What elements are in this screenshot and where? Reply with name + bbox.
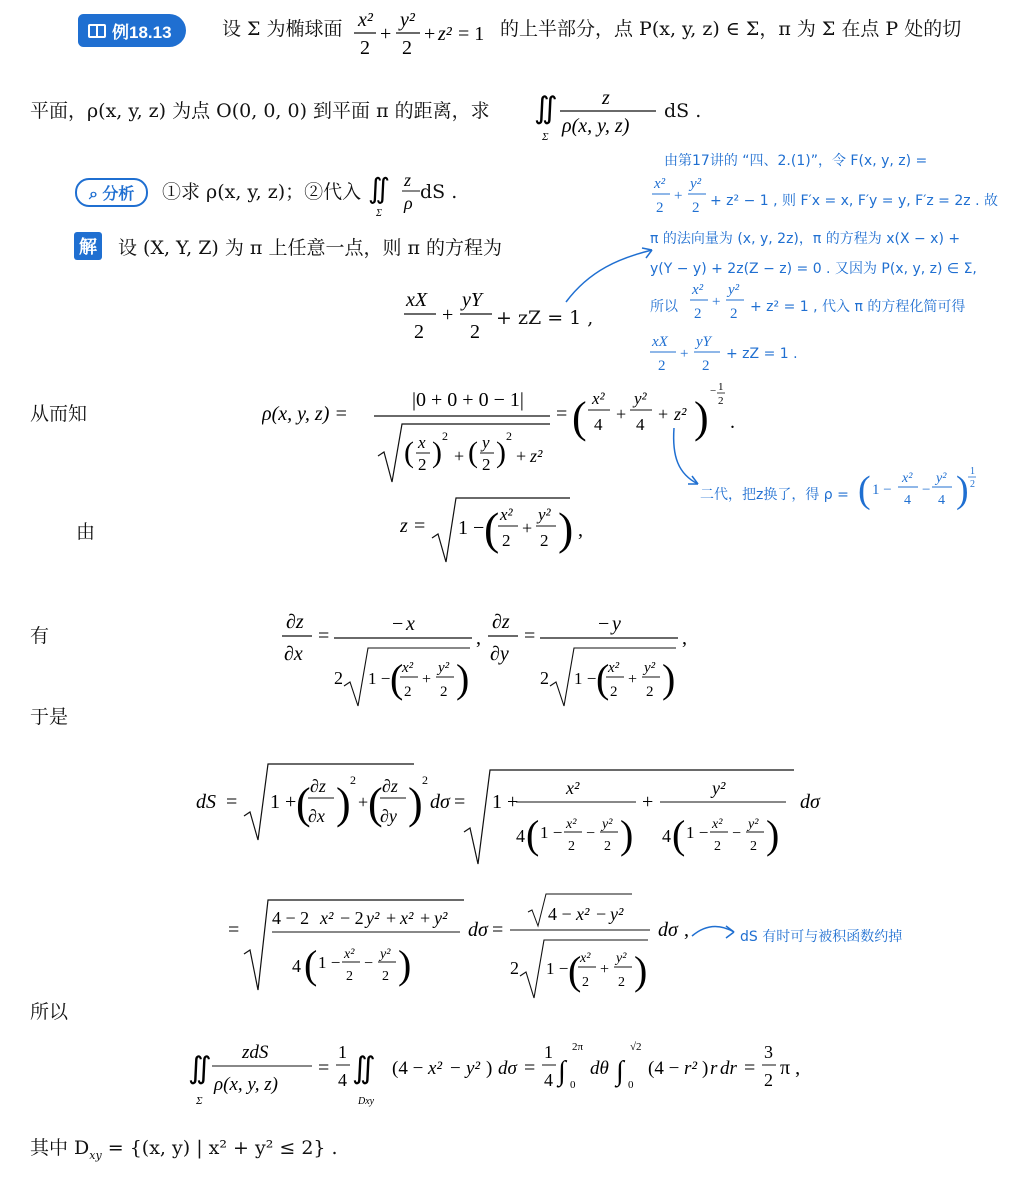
svg-text:y²: y² — [380, 947, 391, 962]
svg-text:+: + — [616, 404, 627, 424]
svg-text:=: = — [744, 1057, 756, 1079]
svg-text:x: x — [418, 433, 426, 452]
have-label: 有 — [30, 625, 50, 647]
svg-text:(: ( — [468, 436, 478, 469]
svg-text:+: + — [642, 791, 654, 813]
integral-expression — [532, 82, 662, 144]
svg-text:2: 2 — [402, 37, 412, 59]
svg-text:=: = — [414, 515, 426, 537]
svg-text:3: 3 — [764, 1042, 773, 1062]
svg-text:y²: y² — [438, 660, 450, 676]
problem-line2-b: dS . — [664, 100, 702, 122]
svg-text:(: ( — [672, 812, 686, 857]
svg-text:2: 2 — [694, 306, 702, 322]
svg-text:y²: y² — [366, 908, 380, 928]
svg-text:+: + — [628, 671, 638, 688]
svg-text:2: 2 — [382, 969, 389, 984]
svg-text:+: + — [380, 23, 392, 45]
svg-text:x²: x² — [712, 817, 723, 832]
svg-text:1 +: 1 + — [492, 791, 519, 813]
svg-text:=: = — [524, 625, 536, 647]
svg-text:2: 2 — [618, 975, 625, 990]
svg-text:1 −: 1 − — [368, 669, 391, 688]
svg-text:x²: x² — [576, 904, 590, 924]
svg-text:=: = — [318, 1057, 330, 1079]
svg-text:2: 2 — [540, 531, 549, 550]
svg-text:−: − — [598, 613, 610, 635]
svg-text:y²: y² — [466, 1058, 481, 1079]
svg-text:): ) — [694, 393, 709, 442]
svg-text:1 −: 1 − — [458, 517, 485, 539]
svg-text:(: ( — [596, 656, 610, 701]
svg-text:xX: xX — [652, 334, 668, 350]
svg-text:+: + — [600, 961, 610, 978]
svg-text:1 −: 1 − — [574, 669, 597, 688]
svg-text:,: , — [684, 919, 689, 941]
note1-line5b: + z² = 1 , 代入 π 的方程化简可得 — [750, 299, 966, 315]
svg-text:dσ: dσ — [468, 919, 488, 941]
note1-fractions-2 — [686, 278, 756, 326]
svg-text:z²: z² — [530, 446, 543, 466]
svg-text:4 −: 4 − — [548, 904, 572, 924]
solution-intro: 设 (X, Y, Z) 为 π 上任意一点，则 π 的方程为 — [118, 237, 503, 259]
svg-text:2: 2 — [360, 37, 370, 59]
note1-fractions — [648, 172, 718, 220]
svg-text:(: ( — [296, 779, 311, 828]
svg-text:y: y — [482, 433, 490, 452]
svg-text:+: + — [442, 304, 454, 326]
svg-text:4: 4 — [544, 1070, 553, 1090]
svg-text:2: 2 — [730, 306, 738, 322]
svg-text:∂x: ∂x — [284, 643, 303, 665]
svg-text:ρ: ρ — [404, 193, 413, 213]
svg-text:yY: yY — [462, 289, 482, 311]
svg-text:): ) — [432, 436, 442, 469]
svg-text:dσ: dσ — [430, 791, 450, 813]
svg-text:): ) — [398, 942, 412, 987]
z-formula — [400, 490, 600, 570]
svg-text:2π: 2π — [572, 1041, 584, 1053]
svg-text:ρ(x, y, z): ρ(x, y, z) — [562, 115, 630, 137]
svg-text:2: 2 — [750, 839, 757, 854]
svg-text:dS: dS — [196, 791, 216, 813]
svg-text:x²: x² — [402, 660, 414, 676]
svg-text:dθ: dθ — [590, 1058, 609, 1079]
svg-text:2: 2 — [702, 358, 710, 374]
svg-text:z: z — [602, 87, 610, 109]
svg-text:dσ: dσ — [498, 1058, 517, 1079]
svg-text:=: = — [556, 403, 568, 425]
svg-text:): ) — [336, 779, 351, 828]
then-label: 于是 — [30, 706, 69, 728]
svg-text:(: ( — [404, 436, 414, 469]
svg-text:Σ: Σ — [196, 1095, 203, 1107]
svg-text:∂z: ∂z — [382, 776, 398, 796]
svg-text:x²: x² — [320, 908, 334, 928]
svg-text:x²: x² — [566, 778, 580, 798]
svg-text:y²: y² — [728, 282, 740, 298]
svg-text:): ) — [766, 812, 780, 857]
svg-text:dσ: dσ — [658, 919, 678, 941]
svg-text:2: 2 — [656, 200, 664, 216]
svg-text:y²: y² — [748, 817, 759, 832]
svg-text:x²: x² — [692, 282, 704, 298]
svg-text:z: z — [400, 515, 408, 537]
svg-text:4: 4 — [292, 956, 301, 976]
svg-text:(: ( — [390, 656, 404, 701]
svg-text:2: 2 — [658, 358, 666, 374]
svg-text:1: 1 — [718, 381, 724, 393]
svg-text:−: − — [922, 482, 931, 498]
analysis-label: ⌕ 分析 — [75, 178, 148, 207]
example-number: 例18.13 — [112, 23, 172, 42]
svg-text:x²: x² — [428, 1058, 443, 1079]
svg-text:2: 2 — [540, 668, 549, 688]
svg-text:x: x — [406, 613, 415, 635]
note2-text: 二代，把z换了，得 ρ = — [700, 487, 849, 503]
svg-text:1 −: 1 − — [318, 953, 341, 972]
svg-text:x²: x² — [400, 908, 414, 928]
svg-text:y²: y² — [712, 778, 726, 798]
svg-text:y²: y² — [634, 389, 647, 408]
from-label: 从而知 — [30, 403, 88, 425]
svg-text:(: ( — [858, 469, 871, 511]
svg-text:r: r — [710, 1058, 718, 1079]
svg-text:4: 4 — [904, 493, 911, 508]
svg-text:+: + — [424, 23, 436, 45]
example-badge — [78, 14, 186, 47]
ellipsoid-equation — [350, 4, 500, 60]
analysis-text-b: dS . — [420, 181, 458, 203]
svg-text:2: 2 — [970, 479, 975, 490]
by-label: 由 — [76, 521, 96, 543]
svg-text:x²: x² — [580, 951, 591, 966]
svg-text:∬: ∬ — [534, 92, 558, 125]
partial-derivatives — [280, 604, 700, 712]
svg-text:z²: z² — [674, 404, 687, 424]
svg-text:+: + — [522, 518, 533, 538]
svg-text:∬: ∬ — [188, 1052, 212, 1085]
svg-text:x²: x² — [902, 471, 913, 486]
svg-text:z²: z² — [438, 23, 452, 45]
svg-text:=: = — [228, 919, 240, 941]
svg-text:ρ(x, y, z): ρ(x, y, z) — [214, 1074, 278, 1095]
svg-text:(: ( — [572, 393, 587, 442]
solution-label: 解 — [74, 232, 102, 260]
svg-text:(: ( — [526, 812, 540, 857]
svg-text:z: z — [404, 170, 412, 190]
svg-text:2: 2 — [714, 839, 721, 854]
svg-text:(4 −: (4 − — [392, 1058, 424, 1079]
svg-text:x²: x² — [592, 389, 605, 408]
problem-line1-b: 的上半部分，点 P(x, y, z) ∈ Σ，π 为 Σ 在点 P 处的切 — [500, 18, 962, 40]
where-text: 其中 $D_{xy} = \{(x$, y) | x² + y² ≤ 2} . — [30, 1137, 338, 1162]
svg-text:+: + — [358, 792, 369, 812]
svg-text:+: + — [422, 671, 432, 688]
svg-text:2: 2 — [404, 684, 412, 700]
svg-text:−: − — [596, 904, 607, 924]
arrow-icon — [560, 240, 660, 310]
svg-text:−: − — [710, 385, 717, 397]
svg-text:1 −: 1 − — [686, 823, 709, 842]
svg-text:): ) — [486, 1058, 493, 1079]
svg-text:y²: y² — [936, 471, 947, 486]
svg-text:2: 2 — [482, 455, 491, 474]
svg-text:(: ( — [568, 948, 582, 993]
note1-line6: + zZ = 1 . — [726, 346, 798, 362]
svg-text:x²: x² — [500, 505, 513, 524]
svg-text:Σ: Σ — [376, 208, 382, 219]
svg-text:2: 2 — [346, 969, 353, 984]
svg-text:): ) — [702, 1058, 709, 1079]
svg-text:4: 4 — [662, 826, 671, 846]
svg-text:4 − 2: 4 − 2 — [272, 908, 310, 928]
svg-text:1 −: 1 − — [872, 482, 892, 498]
svg-text:∂x: ∂x — [308, 806, 325, 826]
svg-text:∂z: ∂z — [310, 776, 326, 796]
svg-text:−: − — [364, 955, 374, 972]
svg-text:y²: y² — [616, 951, 627, 966]
svg-text:y²: y² — [602, 817, 613, 832]
svg-text:,: , — [578, 519, 583, 541]
svg-text:= 1: = 1 — [458, 23, 485, 45]
svg-text:2: 2 — [610, 684, 618, 700]
svg-text:2: 2 — [604, 839, 611, 854]
svg-text:): ) — [634, 948, 648, 993]
svg-text:y²: y² — [690, 176, 702, 192]
svg-text:1 −: 1 − — [540, 823, 563, 842]
svg-text:+: + — [674, 188, 683, 204]
book-icon — [88, 24, 106, 38]
svg-text:+: + — [516, 446, 527, 466]
svg-text:−: − — [732, 825, 742, 842]
svg-text:x²: x² — [608, 660, 620, 676]
where-prefix: 其中 D — [30, 1137, 90, 1159]
svg-text:2: 2 — [718, 395, 724, 407]
svg-text:4: 4 — [338, 1070, 347, 1090]
svg-text:1 −: 1 − — [546, 959, 569, 978]
svg-text:+: + — [680, 346, 689, 362]
svg-text:2: 2 — [764, 1070, 773, 1090]
svg-text:(: ( — [368, 779, 383, 828]
svg-text:4: 4 — [636, 415, 645, 434]
svg-text:dr: dr — [720, 1058, 737, 1079]
svg-text:2: 2 — [506, 429, 512, 443]
analysis-text-a: ①求 ρ(x, y, z)；②代入 — [162, 181, 362, 203]
svg-text:(: ( — [304, 942, 318, 987]
svg-text:+: + — [386, 908, 397, 928]
svg-text:1: 1 — [544, 1042, 553, 1062]
svg-text:−: − — [392, 613, 404, 635]
svg-text:∂z: ∂z — [286, 611, 304, 633]
so-label: 所以 — [30, 1001, 69, 1023]
svg-text:+: + — [420, 908, 431, 928]
svg-text:2: 2 — [568, 839, 575, 854]
svg-text:): ) — [496, 436, 506, 469]
svg-text:dσ: dσ — [800, 791, 820, 813]
svg-text:−: − — [450, 1058, 461, 1079]
svg-text:y²: y² — [434, 908, 448, 928]
note1-line5a: 所以 — [650, 299, 678, 315]
svg-text:): ) — [408, 779, 423, 828]
svg-text:Σ: Σ — [542, 131, 549, 143]
svg-text:√2: √2 — [630, 1041, 642, 1053]
svg-text:−: − — [586, 825, 596, 842]
svg-text:2: 2 — [502, 531, 511, 550]
svg-text:(: ( — [484, 503, 500, 554]
note1-line2: + z² − 1 , 则 F′x = x, F′y = y, F′z = 2z . 故 — [710, 193, 998, 209]
svg-text:∂z: ∂z — [492, 611, 510, 633]
svg-text:∬: ∬ — [352, 1052, 376, 1085]
svg-text:− 2: − 2 — [340, 908, 364, 928]
svg-text:x²: x² — [566, 817, 577, 832]
svg-text:,: , — [682, 627, 687, 649]
svg-text:2: 2 — [510, 958, 519, 978]
svg-text:2: 2 — [334, 668, 343, 688]
svg-text:=: = — [492, 919, 504, 941]
svg-text:r²: r² — [684, 1058, 698, 1079]
svg-text:2: 2 — [470, 321, 480, 343]
svg-text:∬: ∬ — [368, 174, 391, 205]
note1-plane-fractions — [648, 330, 728, 378]
analysis-label-text: 分析 — [102, 186, 135, 203]
svg-text:): ) — [558, 503, 574, 554]
svg-text:1: 1 — [970, 466, 975, 477]
svg-text:2: 2 — [646, 684, 654, 700]
svg-text:0: 0 — [570, 1079, 576, 1091]
svg-text:y²: y² — [610, 904, 624, 924]
arrow-icon-3 — [690, 918, 740, 948]
note1-line1: 由第17讲的 “四、2.(1)”，令 F(x, y, z) = — [664, 153, 928, 169]
svg-text:): ) — [620, 812, 634, 857]
ds-formula — [196, 752, 836, 872]
svg-text:ρ(x, y, z) =: ρ(x, y, z) = — [262, 403, 348, 425]
svg-text:2: 2 — [442, 429, 448, 443]
svg-text:4: 4 — [594, 415, 603, 434]
problem-line1-a: 设 Σ 为椭球面 — [222, 18, 343, 40]
svg-text:x²: x² — [358, 9, 373, 31]
svg-text:=: = — [524, 1057, 536, 1079]
svg-text:): ) — [456, 656, 470, 701]
svg-text:2: 2 — [582, 975, 589, 990]
note3-text: dS 有时可与被积函数约掉 — [740, 929, 903, 945]
svg-text:4: 4 — [938, 493, 945, 508]
svg-text:+: + — [454, 446, 465, 466]
svg-text:=: = — [454, 791, 466, 813]
svg-text:): ) — [956, 469, 969, 511]
note1-line3: π 的法向量为 (x, y, 2z)，π 的方程为 x(X − x) + — [650, 231, 961, 247]
svg-text:2: 2 — [422, 773, 428, 787]
svg-text:y²: y² — [400, 9, 415, 31]
svg-text:x²: x² — [344, 947, 355, 962]
svg-text:∫: ∫ — [616, 1056, 624, 1087]
where-tail: = {(x, y) | x² + y² ≤ 2} . — [107, 1137, 338, 1159]
svg-text:y: y — [612, 613, 621, 635]
svg-text:∂y: ∂y — [380, 806, 397, 826]
svg-text:|0 + 0 + 0 − 1|: |0 + 0 + 0 − 1| — [412, 389, 524, 411]
svg-text:zdS: zdS — [242, 1042, 269, 1063]
svg-text:∫: ∫ — [558, 1056, 566, 1087]
final-result — [188, 1032, 808, 1116]
problem-line2-a: 平面，ρ(x, y, z) 为点 O(0, 0, 0) 到平面 π 的距离，求 — [30, 100, 490, 122]
note1-line4: y(Y − y) + 2z(Z − z) = 0 . 又因为 P(x, y, z) ∈ Σ, — [650, 261, 977, 277]
svg-text:+: + — [658, 404, 669, 424]
svg-text:∂y: ∂y — [490, 643, 509, 665]
svg-text:π ,: π , — [780, 1057, 801, 1079]
svg-text:+: + — [712, 294, 721, 310]
svg-text:=: = — [318, 625, 330, 647]
svg-text:(4 −: (4 − — [648, 1058, 680, 1079]
svg-text:4: 4 — [516, 826, 525, 846]
svg-text:2: 2 — [692, 200, 700, 216]
ds-formula-2 — [228, 890, 728, 1010]
plane-equation-tail: + zZ = 1 , — [496, 307, 594, 329]
svg-text:yY: yY — [696, 334, 711, 350]
svg-text:Dxy: Dxy — [358, 1096, 375, 1107]
analysis-integral — [368, 166, 428, 220]
svg-text:=: = — [226, 791, 238, 813]
svg-text:1: 1 — [338, 1042, 347, 1062]
svg-text:.: . — [730, 411, 735, 433]
svg-text:1 +: 1 + — [270, 791, 297, 813]
svg-text:0: 0 — [628, 1079, 634, 1091]
svg-text:2: 2 — [414, 321, 424, 343]
svg-text:2: 2 — [418, 455, 427, 474]
svg-text:): ) — [662, 656, 676, 701]
svg-text:xX: xX — [406, 289, 428, 311]
svg-text:x²: x² — [654, 176, 666, 192]
svg-text:y²: y² — [644, 660, 656, 676]
svg-text:,: , — [476, 627, 481, 649]
svg-text:y²: y² — [538, 505, 551, 524]
note2-formula — [858, 462, 988, 518]
svg-text:2: 2 — [440, 684, 448, 700]
svg-text:2: 2 — [350, 773, 356, 787]
